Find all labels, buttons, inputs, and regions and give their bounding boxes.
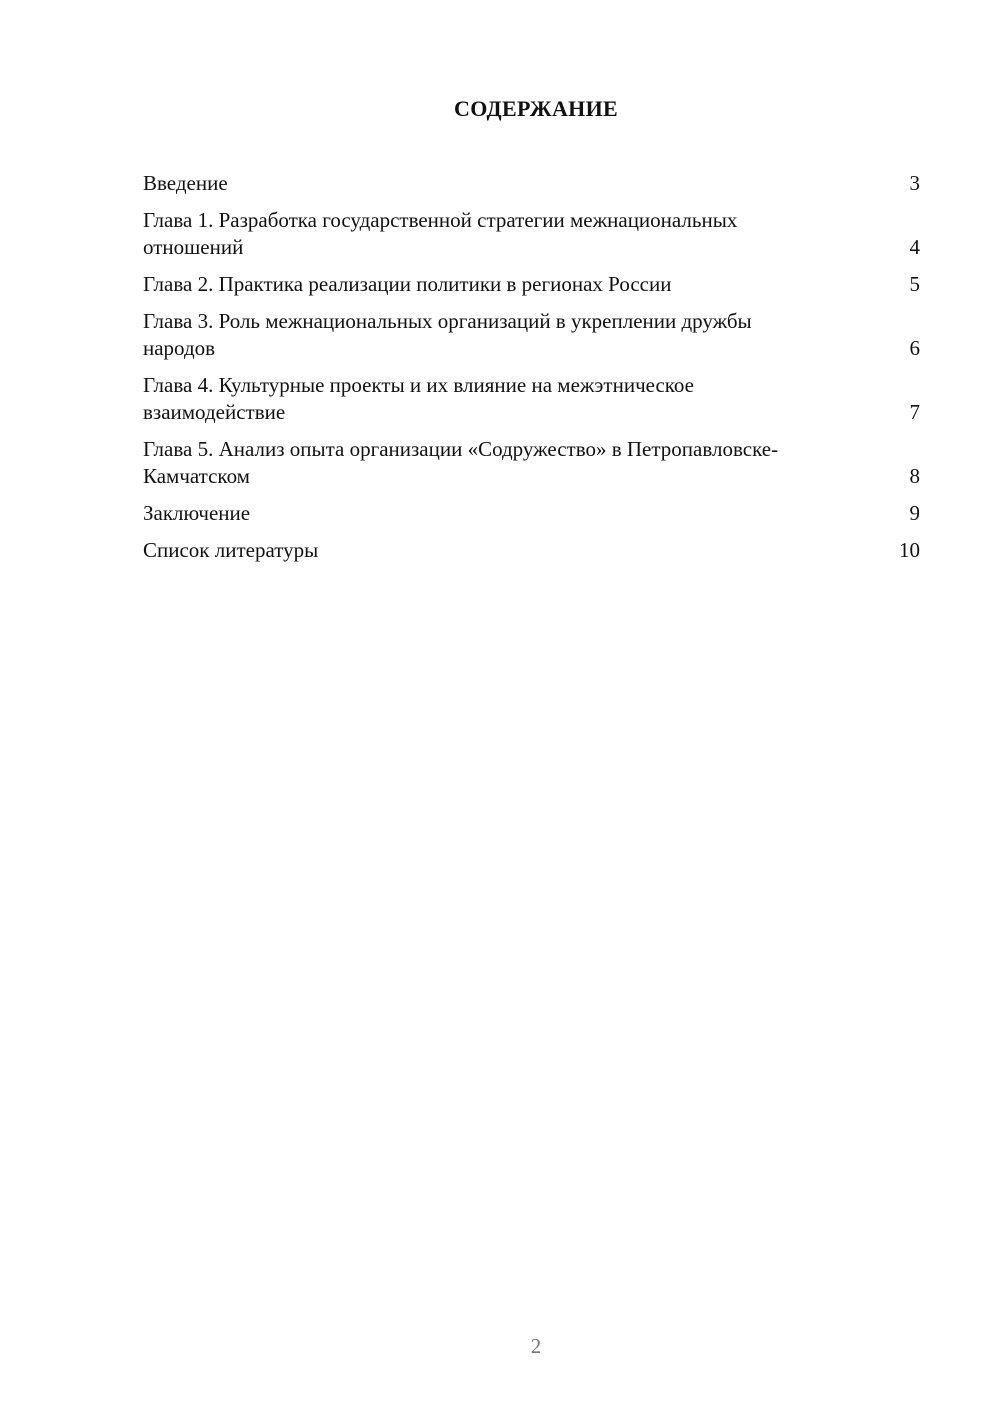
- toc-entry-page: 9: [909, 501, 920, 525]
- toc-entry-text: Глава 3. Роль межнациональных организаций в укреплении дружбы народов: [143, 309, 752, 360]
- toc-entry-page: 4: [909, 235, 920, 259]
- toc-entry-text: Заключение: [143, 501, 251, 525]
- toc-entry-references: [143, 537, 920, 564]
- toc-entry-page: 5: [909, 272, 920, 296]
- toc-entry-page: 3: [909, 171, 920, 195]
- toc-entry-text: Список литературы: [143, 538, 319, 562]
- toc-entry-page: 8: [909, 464, 920, 488]
- toc-entry-text: Глава 1. Разработка государственной стратегии межнациональных отношений: [143, 208, 738, 259]
- toc-entry-chapter-2: [143, 271, 920, 298]
- toc-entry-chapter-1: [143, 207, 920, 261]
- toc-entry-chapter-5: [143, 436, 920, 490]
- toc-entry-text: Введение: [143, 171, 228, 195]
- toc-entry-page: 7: [909, 400, 920, 424]
- toc-entry-chapter-3: [143, 308, 920, 362]
- page-number: 2: [530, 1334, 542, 1358]
- table-of-contents: [143, 170, 920, 574]
- toc-entry-conclusion: [143, 500, 920, 527]
- toc-entry-text: Глава 4. Культурные проекты и их влияние на межэтническое взаимодействие: [143, 373, 695, 424]
- toc-entry-page: 10: [899, 538, 920, 562]
- toc-entry-chapter-4: [143, 372, 920, 426]
- toc-entry-introduction: [143, 170, 920, 197]
- toc-entry-text: Глава 2. Практика реализации политики в регионах России: [143, 272, 672, 296]
- page-title: СОДЕРЖАНИЕ: [454, 96, 618, 121]
- toc-entry-text: Глава 5. Анализ опыта организации «Содружество» в Петропавловске-Камчатском: [143, 437, 779, 488]
- toc-entry-page: 6: [909, 336, 920, 360]
